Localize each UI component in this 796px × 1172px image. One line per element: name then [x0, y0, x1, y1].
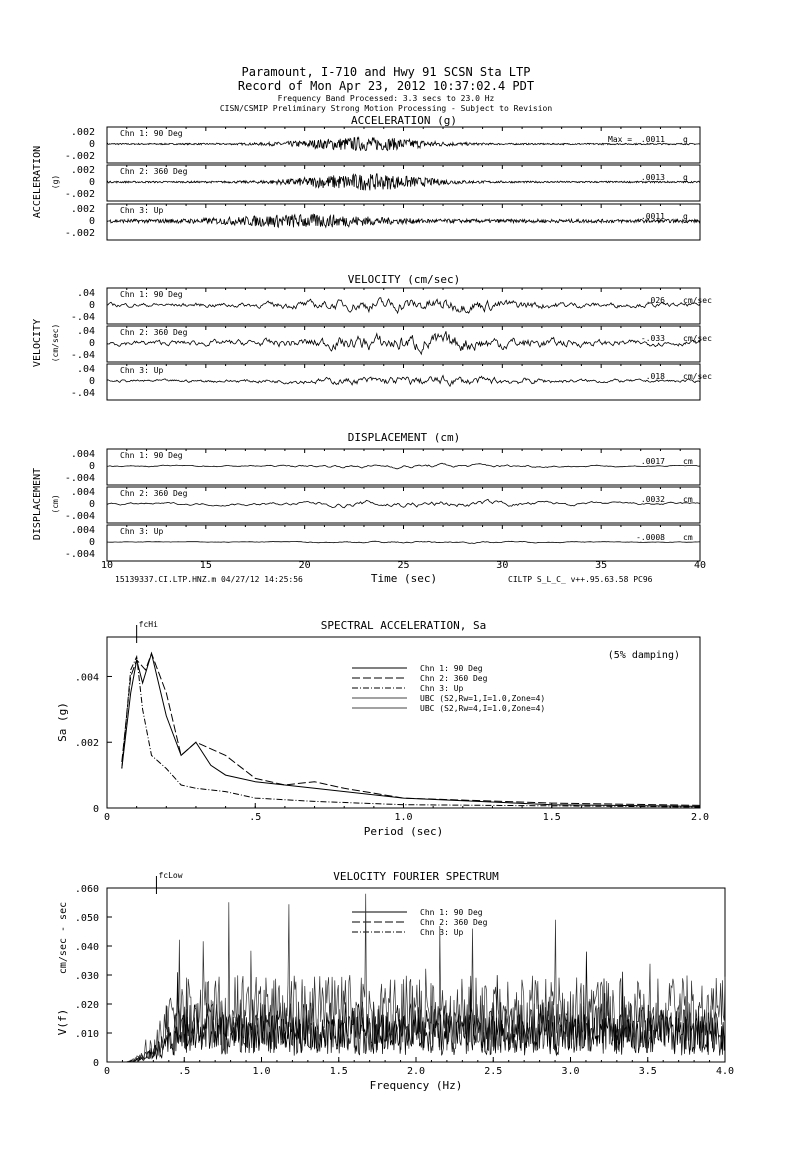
y-tick-label: -.002	[64, 151, 95, 162]
y-tick-label: .004	[70, 487, 95, 498]
channel-label: Chn 1: 90 Deg	[120, 129, 183, 138]
x-tick-label: 1.5	[542, 812, 561, 823]
y-tick-label: 0	[92, 1058, 99, 1069]
header-line4: CISN/CSMIP Preliminary Strong Motion Processing - Subject to Revision	[219, 104, 553, 113]
panel-title: DISPLACEMENT (cm)	[347, 431, 461, 444]
y-tick-label: .004	[70, 525, 95, 536]
peak-value: -.033	[640, 334, 665, 343]
x-tick-label: 3.5	[638, 1066, 657, 1077]
y-tick-label: .04	[76, 288, 95, 299]
legend-entry: Chn 3: Up	[420, 684, 464, 693]
y-axis-label: DISPLACEMENT	[32, 467, 43, 541]
channel-frame	[107, 449, 700, 485]
fourier-series-3	[107, 972, 725, 1062]
x-tick-label: 10	[100, 560, 114, 571]
x-tick-label: 1.0	[252, 1066, 271, 1077]
x-tick-label: 15	[199, 560, 212, 571]
peak-value: -.0008	[636, 533, 665, 542]
panel-velocity	[32, 273, 712, 400]
header-line1: Paramount, I-710 and Hwy 91 SCSN Sta LTP	[241, 65, 531, 79]
sa-series-1	[122, 653, 700, 806]
x-tick-label: 4.0	[715, 1066, 735, 1077]
sa-series-2	[122, 653, 700, 805]
y-tick-label: .04	[76, 326, 95, 337]
panel-displacement	[32, 431, 706, 571]
panel-title: ACCELERATION (g)	[351, 114, 457, 127]
sa-series-3	[122, 657, 700, 807]
y-axis-unit: (cm)	[51, 494, 60, 514]
x-tick-label: 2.0	[690, 812, 710, 823]
y-tick-label: 0	[92, 804, 99, 815]
peak-value: .0017	[640, 457, 665, 466]
trace-3	[107, 214, 700, 227]
y-tick-label: .002	[70, 127, 95, 138]
peak-unit: g	[683, 212, 688, 221]
channel-label: Chn 3: Up	[120, 527, 164, 536]
peak-unit: g	[683, 135, 688, 144]
y-tick-label: .004	[74, 672, 99, 684]
y-axis-unit: cm/sec - sec	[58, 901, 69, 975]
channel-label: Chn 3: Up	[120, 366, 164, 375]
plot-title: SPECTRAL ACCELERATION, Sa	[320, 619, 487, 632]
legend-entry: Chn 3: Up	[420, 928, 464, 937]
trace-1	[107, 298, 700, 313]
y-tick-label: .010	[74, 1029, 99, 1040]
y-tick-label: .002	[74, 738, 99, 750]
cutoff-label: fcHi	[138, 620, 158, 629]
channel-label: Chn 3: Up	[120, 206, 164, 215]
y-tick-label: .040	[74, 942, 99, 953]
y-tick-label: -.04	[70, 350, 95, 361]
x-tick-label: 25	[397, 560, 410, 571]
x-tick-label: 35	[595, 560, 608, 571]
plot-title: VELOCITY FOURIER SPECTRUM	[333, 870, 499, 883]
y-tick-label: 0	[88, 537, 95, 548]
y-tick-label: .004	[70, 449, 95, 460]
peak-unit: g	[683, 173, 688, 182]
peak-value: .026	[645, 296, 665, 305]
panel-acceleration	[32, 114, 700, 240]
channel-label: Chn 2: 360 Deg	[120, 328, 188, 337]
cutoff-label: fcLow	[158, 871, 183, 880]
legend-entry: UBC (S2,Rw=1,I=1.0,Zone=4)	[420, 694, 546, 703]
peak-unit: cm	[683, 533, 693, 542]
y-axis-label: ACCELERATION	[32, 145, 43, 219]
x-tick-label: .5	[249, 812, 262, 823]
y-tick-label: .020	[74, 1000, 99, 1011]
x-tick-label: 0	[103, 1066, 111, 1077]
x-tick-label: 1.5	[329, 1066, 348, 1077]
trace-2	[107, 331, 700, 354]
x-tick-label: 1.0	[394, 812, 413, 823]
y-tick-label: -.04	[70, 388, 95, 399]
header-line3: Frequency Band Processed: 3.3 secs to 23.0 Hz	[277, 94, 495, 103]
y-tick-label: -.04	[70, 312, 95, 323]
y-axis-unit: (cm/sec)	[51, 323, 60, 363]
y-tick-label: 0	[88, 216, 95, 227]
x-tick-label: 40	[693, 560, 707, 571]
peak-unit: cm/sec	[683, 296, 712, 305]
channel-label: Chn 2: 360 Deg	[120, 489, 188, 498]
y-axis-label: Sa (g)	[56, 702, 69, 742]
peak-unit: cm/sec	[683, 334, 712, 343]
peak-unit: cm	[683, 457, 693, 466]
legend-entry: UBC (S2,Rw=4,I=1.0,Zone=4)	[420, 704, 546, 713]
trace-2	[107, 499, 700, 507]
y-tick-label: .060	[74, 884, 99, 895]
channel-frame	[107, 487, 700, 523]
x-axis-label: Period (sec)	[363, 825, 444, 838]
channel-label: Chn 1: 90 Deg	[120, 451, 183, 460]
y-tick-label: 0	[88, 139, 95, 150]
max-label: Max =	[608, 135, 633, 144]
channel-label: Chn 2: 360 Deg	[120, 167, 188, 176]
x-tick-label: 2.5	[484, 1066, 503, 1077]
fourier-spectrum-plot	[56, 870, 734, 1092]
y-tick-label: -.004	[64, 473, 95, 484]
trace-3	[107, 541, 700, 543]
peak-value: .0013	[640, 173, 665, 182]
plot-frame	[107, 637, 700, 808]
peak-value: .018	[645, 372, 665, 381]
y-tick-label: 0	[88, 376, 95, 387]
legend-entry: Chn 1: 90 Deg	[420, 664, 483, 673]
x-tick-label: 3.0	[561, 1066, 580, 1077]
y-tick-label: .030	[74, 971, 99, 982]
y-tick-label: .050	[74, 913, 99, 924]
y-tick-label: -.002	[64, 189, 95, 200]
y-tick-label: .002	[70, 165, 95, 176]
channel-label: Chn 1: 90 Deg	[120, 290, 183, 299]
y-axis-label: VELOCITY	[32, 318, 43, 368]
y-tick-label: -.004	[64, 511, 95, 522]
y-axis-label: V(f)	[56, 1008, 69, 1036]
x-tick-label: 0	[103, 812, 111, 823]
y-tick-label: .002	[70, 204, 95, 215]
y-tick-label: 0	[88, 461, 95, 472]
channel-frame	[107, 288, 700, 324]
peak-value: .0011	[640, 135, 665, 144]
y-tick-label: 0	[88, 300, 95, 311]
damping-note: (5% damping)	[607, 650, 680, 661]
y-tick-label: 0	[88, 499, 95, 510]
footer-right: CILTP S_L_C_ v++.95.63.58 PC96	[508, 575, 653, 584]
trace-3	[107, 376, 700, 387]
peak-unit: cm/sec	[683, 372, 712, 381]
legend-entry: Chn 2: 360 Deg	[420, 674, 488, 683]
peak-unit: cm	[683, 495, 693, 504]
trace-1	[107, 463, 700, 469]
legend-entry: Chn 2: 360 Deg	[420, 918, 488, 927]
y-tick-label: 0	[88, 177, 95, 188]
header-line2: Record of Mon Apr 23, 2012 10:37:02.4 PDT	[237, 79, 535, 93]
y-tick-label: .04	[76, 364, 95, 375]
legend-entry: Chn 1: 90 Deg	[420, 908, 483, 917]
x-tick-label: 2.0	[406, 1066, 426, 1077]
y-tick-label: -.004	[64, 549, 95, 560]
x-tick-label: 30	[496, 560, 509, 571]
footer-left: 15139337.CI.LTP.HNZ.m 04/27/12 14:25:56	[115, 575, 303, 584]
trace-2	[107, 174, 700, 191]
x-axis-label: Frequency (Hz)	[369, 1079, 463, 1092]
panel-title: VELOCITY (cm/sec)	[347, 273, 461, 286]
channel-frame	[107, 364, 700, 400]
peak-value: .0032	[640, 495, 665, 504]
peak-value: .0011	[640, 212, 665, 221]
spectral-acceleration-plot	[56, 619, 709, 838]
y-axis-unit: (g)	[51, 174, 60, 190]
x-tick-label: .5	[178, 1066, 191, 1077]
y-tick-label: 0	[88, 338, 95, 349]
time-axis-label: Time (sec)	[370, 572, 438, 585]
x-tick-label: 20	[298, 560, 311, 571]
y-tick-label: -.002	[64, 228, 95, 239]
